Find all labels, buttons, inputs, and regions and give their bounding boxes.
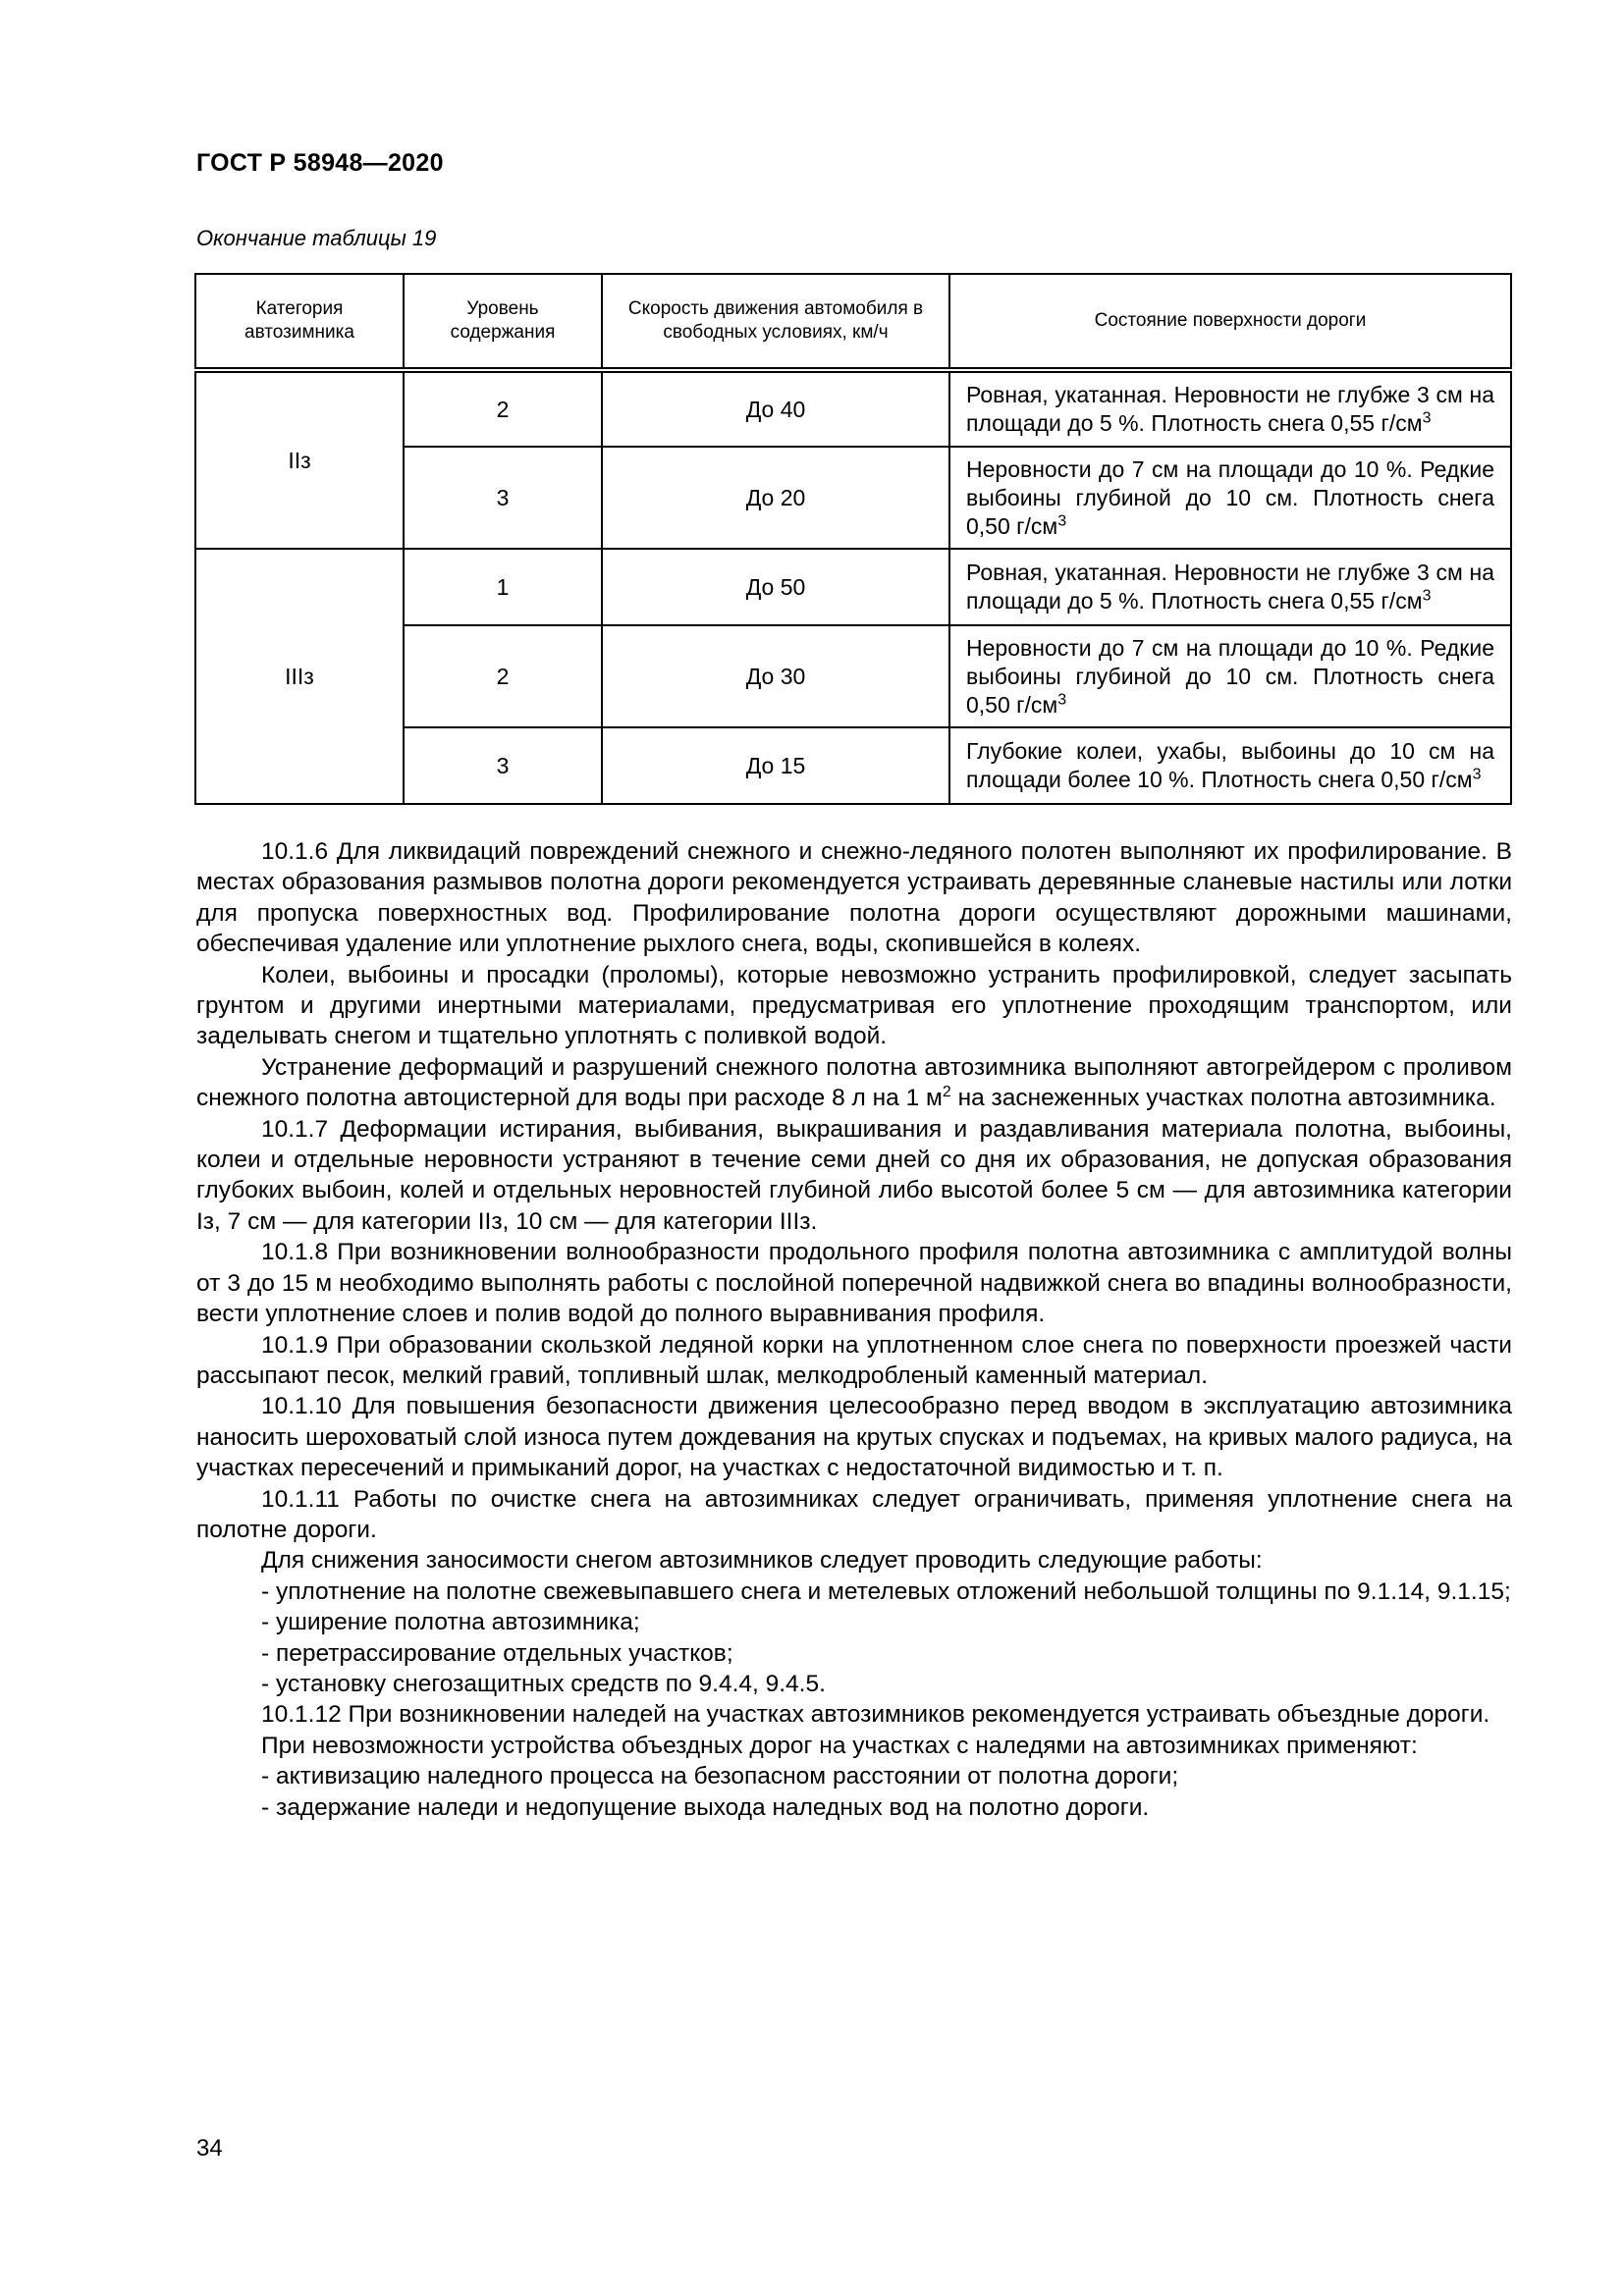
paragraph-10-1-9: 10.1.9 При образовании скользкой ледяной корки на уплотненном слое снега по поверхности проезжей части рассыпают песок, мелкий гравий, топливный шлак, мелкодробленый каменный материал. [196, 1331, 1512, 1389]
table-caption: Окончание таблицы 19 [196, 226, 437, 250]
condition-cell [949, 447, 1511, 549]
paragraph [196, 1052, 1512, 1114]
condition-cell [949, 549, 1511, 625]
level-cell: 2 [404, 370, 602, 447]
paragraph-text: на заснеженных участках полотна автозимника. [950, 1085, 1496, 1112]
condition-cell [949, 625, 1511, 727]
speed-cell: До 15 [602, 727, 949, 804]
superscript: 3 [1057, 690, 1067, 708]
paragraph-10-1-6: 10.1.6 Для ликвидаций повреждений снежного и снежно-ледяного полотен выполняют их профилирование. В местах образования размывов полотна дороги рекомендуется устраивать деревянные сланевые настилы или лотки для пропуска поверхностных вод. Профилирование полотна дороги осуществляют дорожными машинами, обеспечивая удаление или уплотнение рыхлого снега, воды, скопившейся в колеях. [196, 838, 1512, 958]
table-header-row [195, 274, 1511, 370]
table-19 [194, 273, 1512, 805]
document-header: ГОСТ Р 58948—2020 [196, 149, 444, 177]
list-item: - уплотнение на полотне свежевыпавшего снега и метелевых отложений небольшой толщины по 9.1.14, 9.1.15; [261, 1577, 1511, 1605]
header-condition: Состояние поверхности дороги [949, 274, 1511, 370]
condition-text: Глубокие колеи, ухабы, выбоины до 10 см на площади более 10 %. Плотность снега 0,50 г/см [966, 738, 1494, 792]
superscript: 2 [942, 1084, 951, 1101]
list-item: - перетрассирование отдельных участков; [261, 1639, 733, 1667]
paragraph-10-1-8: 10.1.8 При возникновении волнообразности продольного профиля полотна автозимника с амплитудой волны от 3 до 15 м необходимо выполнять работы с послойной поперечной надвижкой снега во впадины волнообразности, вести уплотнение слоев и полив водой до полного выравнивания профиля. [196, 1239, 1512, 1328]
list-item: - установку снегозащитных средств по 9.4.4, 9.4.5. [261, 1670, 826, 1697]
level-cell: 2 [404, 625, 602, 727]
paragraph-10-1-11: 10.1.11 Работы по очистке снега на автозимниках следует ограничивать, применяя уплотнение снега на полотне дороги. [196, 1485, 1512, 1543]
condition-text: Ровная, укатанная. Неровности не глубже 3 см на площади до 5 %. Плотность снега 0,55 г/см [966, 382, 1494, 436]
paragraph-text: Устранение деформаций и разрушений снежного полотна автозимника выполняют автогрейдером с проливом снежного полотна автоцистерной для воды при расходе 8 л на 1 м [196, 1053, 1512, 1112]
superscript: 3 [1057, 511, 1067, 529]
paragraph: Колеи, выбоины и просадки (проломы), которые невозможно устранить профилировкой, следует засыпать грунтом и другими инертными материалами, предусматривая его уплотнение проходящим транспортом, или заделывать снегом и тщательно уплотнять с поливкой водой. [196, 961, 1512, 1050]
header-category: Категория автозимника [195, 274, 404, 370]
paragraph: При невозможности устройства объездных дорог на участках с наледями на автозимниках применяют: [261, 1732, 1418, 1759]
level-cell: 3 [404, 447, 602, 549]
condition-cell [949, 727, 1511, 804]
condition-text: Ровная, укатанная. Неровности не глубже 3 см на площади до 5 %. Плотность снега 0,55 г/см [966, 560, 1494, 614]
list-item: - задержание наледи и недопущение выхода наледных вод на полотно дороги. [261, 1793, 1150, 1821]
list-item: - уширение полотна автозимника; [261, 1609, 640, 1636]
speed-cell: До 30 [602, 625, 949, 727]
condition-text: Неровности до 7 см на площади до 10 %. Редкие выбоины глубиной до 10 см. Плотность снега 0,50 г/см [966, 455, 1494, 539]
speed-cell: До 20 [602, 447, 949, 549]
category-cell: IIз [195, 370, 404, 549]
table-row [195, 370, 1511, 447]
superscript: 3 [1422, 587, 1432, 605]
paragraph: Для снижения заносимости снегом автозимников следует проводить следующие работы: [261, 1547, 1263, 1575]
level-cell: 1 [404, 549, 602, 625]
paragraph-10-1-7: 10.1.7 Деформации истирания, выбивания, выкрашивания и раздавливания материала полотна, выбоины, колеи и отдельные неровности устраняют в течение семи дней со дня их образования, не допуская образования глубоких выбоин, колей и отдельных неровностей глубиной либо высотой более 5 см — для автозимника категории Iз, 7 см — для категории IIз, 10 см — для категории IIIз. [196, 1115, 1512, 1235]
table-row [195, 549, 1511, 625]
level-cell: 3 [404, 727, 602, 804]
category-cell: IIIз [195, 549, 404, 804]
paragraph-10-1-10: 10.1.10 Для повышения безопасности движения целесообразно перед вводом в эксплуатацию автозимника наносить шероховатый слой износа путем дождевания на крутых спусках и подъемах, на кривых малого радиуса, на участках пересечений и примыканий дорог, на участках с недостаточной видимостью и т. п. [196, 1393, 1512, 1482]
page-number: 34 [196, 2135, 223, 2162]
speed-cell: До 40 [602, 370, 949, 447]
superscript: 3 [1422, 409, 1432, 427]
list-item: - активизацию наледного процесса на безопасном расстоянии от полотна дороги; [261, 1763, 1179, 1790]
speed-cell: До 50 [602, 549, 949, 625]
condition-text: Неровности до 7 см на площади до 10 %. Редкие выбоины глубиной до 10 см. Плотность снега 0,50 г/см [966, 634, 1494, 718]
body-text [196, 836, 1512, 1823]
header-level: Уровень содержания [404, 274, 602, 370]
paragraph-10-1-12: 10.1.12 При возникновении наледей на участках автозимников рекомендуется устраивать объездные дороги. [261, 1701, 1490, 1729]
condition-cell [949, 370, 1511, 447]
header-speed: Скорость движения автомобиля в свободных условиях, км/ч [602, 274, 949, 370]
superscript: 3 [1472, 766, 1482, 783]
